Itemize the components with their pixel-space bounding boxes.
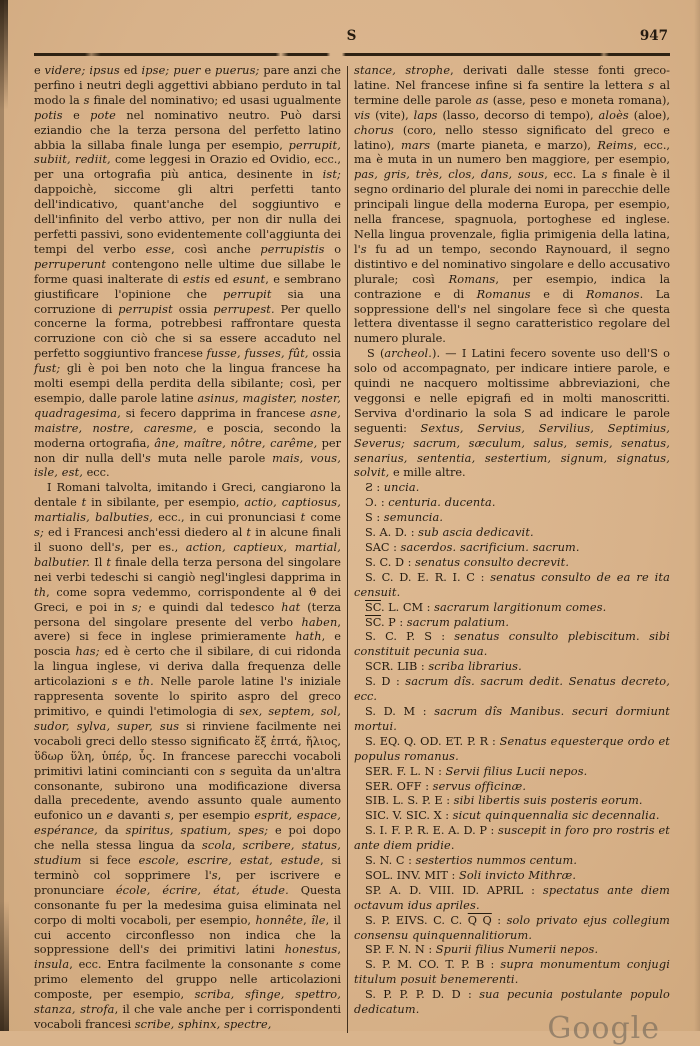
abbreviation-entry: S. C. D. E. R. I. C : senatus consulto de ea re ita censuit. bbox=[354, 570, 670, 599]
abbreviation: S. C. D. E. R. I. C bbox=[365, 570, 475, 584]
scan-edge-artifact bbox=[694, 0, 700, 1031]
abbreviation-entry: SER. OFF : servus officinæ. bbox=[365, 779, 527, 793]
running-header bbox=[34, 28, 670, 50]
abbreviation-entry: S. C. D : senatus consulto decrevit. bbox=[365, 555, 570, 569]
abbreviation-entry: S. D : sacrum dîs. sacrum dedit. Senatus decreto, ecc. bbox=[354, 675, 670, 704]
column-right bbox=[354, 64, 670, 1033]
abbreviation-entry: SIC. V. SIC. X : sicut quinquennalia sic decennalia. bbox=[365, 809, 660, 823]
definition: sub ascia dedicavit. bbox=[418, 526, 534, 540]
definition: scriba librarius. bbox=[428, 660, 522, 674]
abbreviation: SOL. INV. MIT bbox=[365, 868, 448, 882]
abbreviation-entry: $\overline{SC}$. L. CM : sacrarum largitionum comes. bbox=[365, 600, 607, 614]
abbreviation: SAC bbox=[365, 541, 390, 554]
abbreviation-entry: S. P. P. P. D. D : sua pecunia postulante populo dedicatum. bbox=[354, 988, 670, 1017]
abbreviation: SP. A. D. VIII. ID. APRIL bbox=[365, 883, 524, 897]
abbreviation: S. N. C bbox=[365, 854, 405, 868]
definition: centuria. ducenta. bbox=[388, 496, 496, 510]
abbreviation-entry: S. D. M : sacrum dîs Manibus. securi dormiunt mortui. bbox=[354, 704, 670, 733]
definition: solo privato ejus collegium consensu quinquennalitiorum. bbox=[354, 913, 670, 942]
definition: Spurii filius Numerii nepos. bbox=[435, 943, 599, 957]
definition: uncia. bbox=[383, 481, 420, 495]
section-letter: S bbox=[346, 28, 358, 44]
definition: suscepit in foro pro rostris et ante diem pridie. bbox=[354, 824, 670, 853]
abbreviation-entry: S. I. F. P. R. E. A. D. P : suscepit in foro pro rostris et ante diem pridie. bbox=[354, 824, 670, 853]
abbreviation-entry: S. C. P. S : senatus consulto plebiscitum. sibi constituit pecunia sua. bbox=[354, 630, 670, 659]
abbreviation: S. C. D bbox=[365, 555, 404, 569]
page-number: 947 bbox=[639, 28, 668, 44]
definition: semuncia. bbox=[383, 511, 444, 525]
text-columns bbox=[34, 64, 670, 1033]
definition: spectatus ante diem octavum idus apriles. bbox=[354, 883, 670, 912]
page-content bbox=[34, 28, 670, 1033]
paragraph: stance, strophe, derivati dalle stesse fonti greco-latine. Nel francese infine si fa sentire la lettera s al termine delle parole as (asse, peso e moneta romana), vis (vite), laps (lasso, decorso di tempo), aloès (aloe), chorus (coro, nello stesso significato del greco e latino), mars (marte pianeta, e marzo), Reims, ecc., ma è muta in un numero ben maggiore, per esempio, pas, gris, très, clos, dans, sous, ecc. La s finale è il segno ordinario del plurale dei nomi in parecchie delle principali lingue della moderna Europa, per esempio, nella francese, spagnuola, portoghese ed inglese. Nella lingua provenzale, figlia primigenia della latina, l's fu ad un tempo, secondo Raynouard, il segno distintivo e del nominativo singolare e dello accusativo plurale; così Romans, per esempio, indica la contrazione e di Romanus e di Romanos. La soppressione dell's nel singolare fece sì che questa lettera diventasse il segno caratteristico regolare del numero plurale. bbox=[354, 64, 671, 346]
abbreviation: S. D. M bbox=[365, 704, 416, 718]
definition: senatus consulto plebiscitum. sibi constituit pecunia sua. bbox=[354, 630, 670, 659]
definition: senatus consulto decrevit. bbox=[415, 555, 570, 569]
abbreviation-entry: $\overline{SC}$. P : sacrum palatium. bbox=[365, 615, 510, 629]
definition: sacrarum largitionum comes. bbox=[434, 600, 607, 614]
definition: supra monumentum conjugi titulum posuit benemerenti. bbox=[354, 958, 670, 987]
definition: servus officinæ. bbox=[432, 779, 527, 793]
definition: sicut quinquennalia sic decennalia. bbox=[452, 809, 660, 823]
abbreviation-entry: S. P. EIVS. C. C. Q Q : solo privato ejus collegium consensu quinquennalitiorum. bbox=[354, 913, 670, 942]
definition: sacrum dîs Manibus. securi dormiunt mortui. bbox=[354, 704, 670, 733]
abbreviation-entry: SAC : sacerdos. sacrificium. sacrum. bbox=[365, 541, 580, 554]
definition: sua pecunia postulante populo dedicatum. bbox=[354, 988, 670, 1017]
abbreviation: S. C. P. S bbox=[365, 630, 433, 644]
definition: Servii filius Lucii nepos. bbox=[445, 764, 588, 778]
abbreviation: S. P. EIVS. C. C. Q Q bbox=[365, 913, 492, 927]
definition: sestertios nummos centum. bbox=[415, 854, 578, 868]
abbreviation: S. A. D. bbox=[365, 526, 408, 540]
abbreviation-entry: SER. F. L. N : Servii filius Lucii nepos. bbox=[365, 764, 588, 778]
abbreviation: Ɔ. bbox=[365, 496, 378, 510]
abbreviation-entry: SP. F. N. N : Spurii filius Numerii nepos. bbox=[365, 943, 599, 957]
abbreviation-entry: S. N. C : sestertios nummos centum. bbox=[365, 854, 578, 868]
abbreviation: S. P. P. P. D. D bbox=[365, 988, 461, 1002]
abbreviation-entry: S : semuncia. bbox=[365, 511, 444, 525]
scan-edge-artifact bbox=[0, 0, 8, 110]
column-left bbox=[34, 64, 341, 1033]
abbreviation-entry: S. EQ. Q. OD. ET. P. R : Senatus equesterque ordo et populus romanus. bbox=[354, 734, 670, 763]
abbreviation-entry: SP. A. D. VIII. ID. APRIL : spectatus ante diem octavum idus apriles. bbox=[354, 883, 670, 912]
abbreviation-entry: SOL. INV. MIT : Soli invicto Mithræ. bbox=[365, 868, 577, 882]
abbreviation: SP. F. N. N bbox=[365, 943, 425, 957]
abbreviation: SIB. L. S. P. E bbox=[365, 794, 443, 808]
abbreviation: Ƨ bbox=[365, 481, 373, 495]
abbreviation: SCR. LIB bbox=[365, 660, 418, 674]
abbreviation: $\overline{SC}$. L. CM bbox=[365, 600, 424, 614]
abbreviation: S. D bbox=[365, 675, 391, 689]
abbreviation-entry: S. A. D. : sub ascia dedicavit. bbox=[365, 526, 534, 540]
scan-edge-artifact bbox=[0, 0, 4, 1031]
abbreviation-entry: SIB. L. S. P. E : sibi libertis suis posteris eorum. bbox=[365, 794, 643, 808]
definition: sibi libertis suis posteris eorum. bbox=[453, 794, 643, 808]
abbreviation: SER. F. L. N bbox=[365, 764, 435, 778]
definition: Senatus equesterque ordo et populus romanus. bbox=[354, 734, 670, 763]
abbreviation-entry: Ɔ. : centuria. ducenta. bbox=[365, 496, 496, 510]
definition: Soli invicto Mithræ. bbox=[458, 868, 577, 882]
header-rule bbox=[34, 53, 670, 56]
abbreviation: S. P. M. CO. T. P. B bbox=[365, 958, 485, 972]
abbreviation: S bbox=[365, 511, 373, 525]
column-divider-rule bbox=[347, 66, 348, 1033]
definition: sacrum dîs. sacrum dedit. Senatus decreto, ecc. bbox=[354, 675, 670, 704]
abbreviation-entry: S. P. M. CO. T. P. B : supra monumentum conjugi titulum posuit benemerenti. bbox=[354, 958, 670, 987]
paragraph: e videre; ipsus ed ipse; puer e puerus; pare anzi che perfino i neutri degli aggettivi abbiano perduto in tal modo la s finale del nominativo; ed usasi ugualmente potis e pote nel nominativo neutro. Può darsi eziandio che la terza persona del perfetto latino abbia la sillaba finale lunga per esempio, perrupit, subiit, rediit, come leggesi in Orazio ed Ovidio, ecc., per una ortografia più antica, desinente in ist; dappoichè, siccome gli altri perfetti tanto dell'indicativo, quant'anche del soggiuntivo e dell'infinito del verbo attivo, per non dir nulla dei perfetti passivi, sono evidentemente coll'aggiunta dei tempi del verbo esse, così anche perrupistis o perruperunt contengono nelle ultime due sillabe le forme quasi inalterate di estis ed esunt, e sembrano giustificare l'opinione che perrupit sia una corruzione di perrupist ossia perrupest. Per quello concerne la forma, potrebbesi raffrontare questa corruzione con ciò che si sa essere accaduto nel perfetto soggiuntivo francese fusse, fusses, fût, ossia fust; gli è poi ben noto che la lingua francese ha molti esempi della perdita della sibilante; così, per esempio, dalle parole latine asinus, magister, noster, quadragesima, si fecero dapprima in francese asne, maistre, nostre, caresme, e poscia, secondo la moderna ortografia, âne, maître, nôtre, carême, per non dir nulla dell's muta nelle parole mais, vous, isle, est, ecc. bbox=[34, 64, 342, 480]
paragraph: I Romani talvolta, imitando i Greci, cangiarono la dentale t in sibilante, per esempio, actio, captiosus, martialis, balbuties, ecc., in cui pronunciasi t come s; ed i Francesi anch'essi diedero al t in alcune finali il suono dell's, per es., action, captieux, martial, balbutier. Il t finale della terza persona del singolare nei verbi tedeschi si cangiò negl'inglesi dapprima in th, come sopra vedemmo, corrispondente al ϑ dei Greci, e poi in s; e quindi dal tedesco hat (terza persona del singolare presente del verbo haben, avere) si fece in inglese primieramente hath, e poscia has; ed è certo che il sibilare, di cui ridonda la lingua inglese, vi deriva dalla frequenza delle articolazioni s e th. Nelle parole latine l's iniziale rappresenta sovente lo spirito aspro del greco primitivo, e quindi l'etimologia di sex, septem, sol, sudor, sylva, super, sus si rinviene facilmente nei vocaboli greci dello stesso significato ἕξ ἑπτά, ἥλιος, ὕδωρ ὕλη, ὑπέρ, ὗς. In francese parecchi vocaboli primitivi latini comincianti con s seguìta da un'altra consonante, subirono una modificazione diversa dalla precedente, avendo assunto quale aumento eufonico un e davanti s, per esempio esprit, espace, espérance, da spiritus, spatium, spes; e poi dopo che nella stessa lingua da scola, scribere, status, studium si fece escole, escrire, estat, estude, si terminò col sopprimere l's, per iscrivere e pronunciare école, écrire, état, étude. Questa consonante fu per la medesima guisa eliminata nel corpo di molti vocaboli, per esempio, honnête, île, il cui accento circonflesso non indica che la soppressione dell's dei primitivi latini honestus, insula, ecc. Entra facilmente la consonante s come primo elemento del gruppo nelle articolazioni composte, per esempio, scriba, sfinge, spettro, stanza, strofa, il che vale anche per i corrispondenti vocaboli francesi scribe, sphinx, spectre, bbox=[34, 481, 342, 1031]
abbreviation: S. I. F. P. R. E. A. D. P bbox=[365, 824, 487, 838]
abbreviation: SER. OFF bbox=[365, 779, 422, 793]
definition: sacerdos. sacrificium. sacrum. bbox=[400, 541, 580, 554]
paragraph: S (archeol.). — I Latini fecero sovente uso dell'S o solo od accompagnato, per indicare intiere parole, e quindi ne nacquero moltissime abbreviazioni, che veggonsi e nelle epigrafi ed in molti manoscritti. Serviva d'ordinario la sola S ad indicare le parole seguenti: Sextus, Servius, Servilius, Septimius, Severus; sacrum, sæculum, salus, semis, senatus, senarius, sententia, sestertium, signum, signatus, solvit, e mille altre. bbox=[354, 347, 670, 480]
abbreviation-entry: Ƨ : uncia. bbox=[365, 481, 420, 495]
abbreviation: $\overline{SC}$. P bbox=[365, 615, 396, 629]
definition: senatus consulto de ea re ita censuit. bbox=[354, 570, 670, 599]
abbreviation-entry: SCR. LIB : scriba librarius. bbox=[365, 660, 522, 674]
abbreviation: SIC. V. SIC. X bbox=[365, 809, 442, 823]
abbreviation: S. EQ. Q. OD. ET. P. R bbox=[365, 734, 489, 748]
definition: sacrum palatium. bbox=[406, 615, 510, 629]
google-watermark: Google bbox=[547, 1011, 660, 1046]
scan-edge-artifact bbox=[0, 901, 9, 1031]
